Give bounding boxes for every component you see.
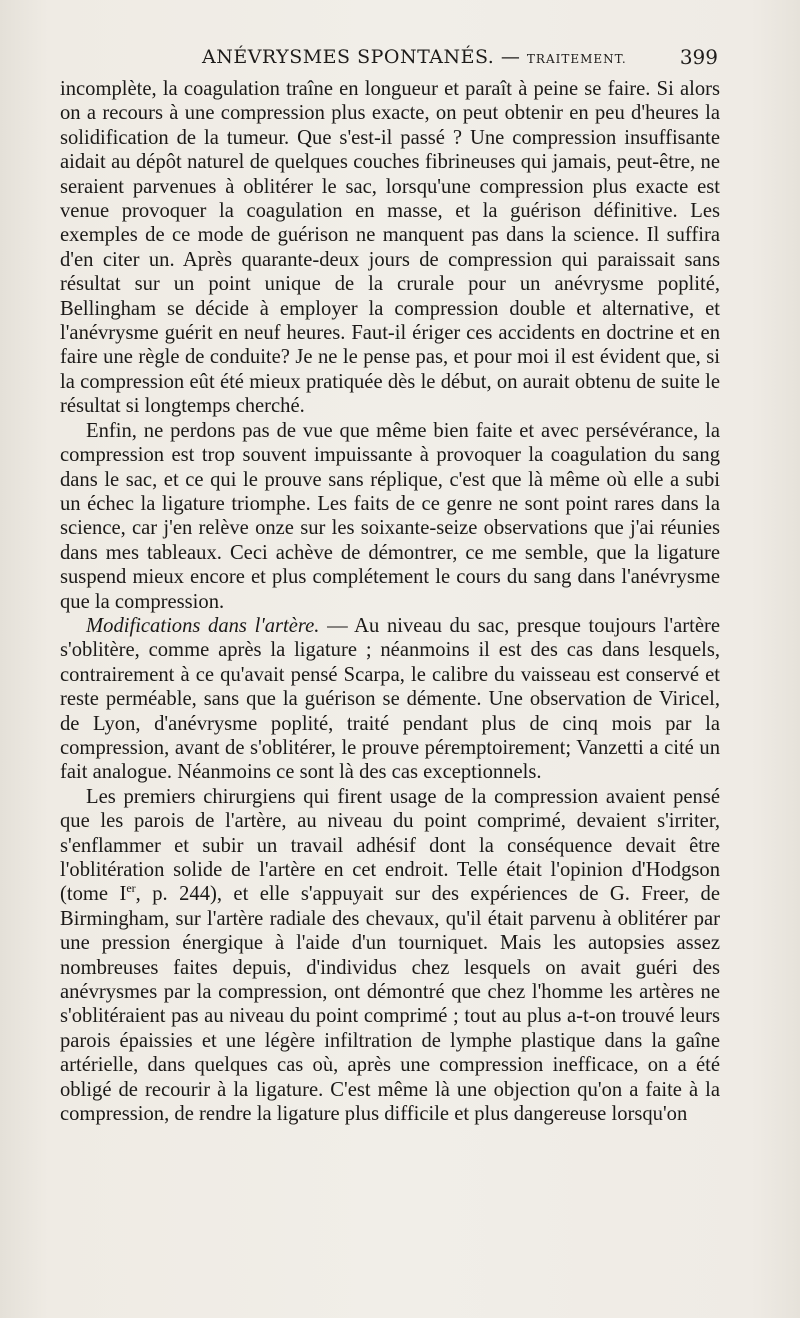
page-number: 399 bbox=[679, 45, 718, 69]
paragraph-2: Enfin, ne perdons pas de vue que même bien faite et avec persévérance, la compression est trop souvent impuissante à provoquer la coagulation du sang dans le sac, et ce qui le prouve sans réplique, c'est que là même où elle a subi un échec la ligature triomphe. Les faits de ce genre ne sont point rares dans la science, car j'en relève onze sur les soixante-seize observations que j'ai réunies dans mes tableaux. Ceci achève de démontrer, ce me semble, que la ligature suspend mieux encore et plus complétement le cours du sang dans l'anévrysme que la compression. bbox=[60, 419, 720, 613]
section-lead-heading: Modifications dans l'artère. bbox=[86, 614, 320, 637]
paragraph-3-text: — Au niveau du sac, presque toujours l'artère s'oblitère, comme après la ligature ; néanmoins il est des cas dans lesquels, contrairement à ce qu'avait pensé Scarpa, le calibre du vaisseau est conservé et reste perméable, sans que la guérison se démente. Une observation de Viricel, de Lyon, d'anévrysme poplité, traité pendant plus de cinq mois par la compression, avant de s'oblitérer, le prouve péremptoirement; Vanzetti a cité un fait analogue. Néanmoins ce sont là des cas exceptionnels. bbox=[60, 614, 720, 784]
paragraph-4-text-a: Les premiers chirurgiens qui firent usage de la compression avaient pensé que les parois de l'artère, au niveau du point comprimé, devaient s'irriter, s'enflammer et subir un travail adhésif dont la conséquence devait être l'oblitération solide de l'artère en cet endroit. Telle était l'opinion d'Hodgson (tome I bbox=[60, 785, 720, 906]
running-title-section: TRAITEMENT. bbox=[526, 52, 627, 66]
running-header bbox=[60, 42, 720, 72]
paragraph-3 bbox=[60, 614, 720, 785]
superscript-er: er bbox=[126, 881, 136, 896]
running-title-main: ANÉVRYSMES SPONTANÉS. bbox=[202, 46, 495, 68]
body-text bbox=[60, 77, 720, 1126]
paragraph-4-text-b: , p. 244), et elle s'appuyait sur des expériences de G. Freer, de Birmingham, sur l'artère radiale des chevaux, qu'il était parvenu à oblitérer par une pression énergique à l'aide d'un tourniquet. Mais les autopsies assez nombreuses faites depuis, d'individus chez lesquels on avait guéri des anévrysmes par la compression, ont démontré que chez l'homme les artères ne s'oblitéraient pas au niveau du point comprimé ; tout au plus a-t-on trouvé leurs parois épaissies et une légère infiltration de lymphe plastique dans la gaîne artérielle, dans quelques cas où, après une compression inefficace, on a été obligé de recourir à la ligature. C'est même là une objection qu'on a faite à la compression, de rendre la ligature plus difficile et plus dangereuse lorsqu'on bbox=[60, 883, 720, 1126]
paragraph-4 bbox=[60, 785, 720, 1127]
paragraph-1: incomplète, la coagulation traîne en longueur et paraît à peine se faire. Si alors on a recours à une compression plus exacte, on peut obtenir en peu d'heures la solidification de la tumeur. Que s'est-il passé ? Une compression insuffisante aidait au dépôt naturel de quelques couches fibrineuses qui jamais, peut-être, ne seraient parvenues à oblitérer le sac, lorsqu'une compression plus exacte est venue provoquer la coagulation en masse, et la guérison définitive. Les exemples de ce mode de guérison ne manquent pas dans la science. Il suffira d'en citer un. Après quarante-deux jours de compression qui paraissait sans résultat sur un point unique de la crurale pour un anévrysme poplité, Bellingham se décide à employer la compression double et alternative, et l'anévrysme guérit en neuf heures. Faut-il ériger ces accidents en doctrine et en faire une règle de conduite? Je ne le pense pas, et pour moi il est évident que, si la compression eût été mieux pratiquée dès le début, on aurait obtenu de suite le résultat si longtemps cherché. bbox=[60, 78, 720, 418]
running-title-dash: — bbox=[494, 46, 527, 68]
running-title bbox=[202, 46, 627, 68]
